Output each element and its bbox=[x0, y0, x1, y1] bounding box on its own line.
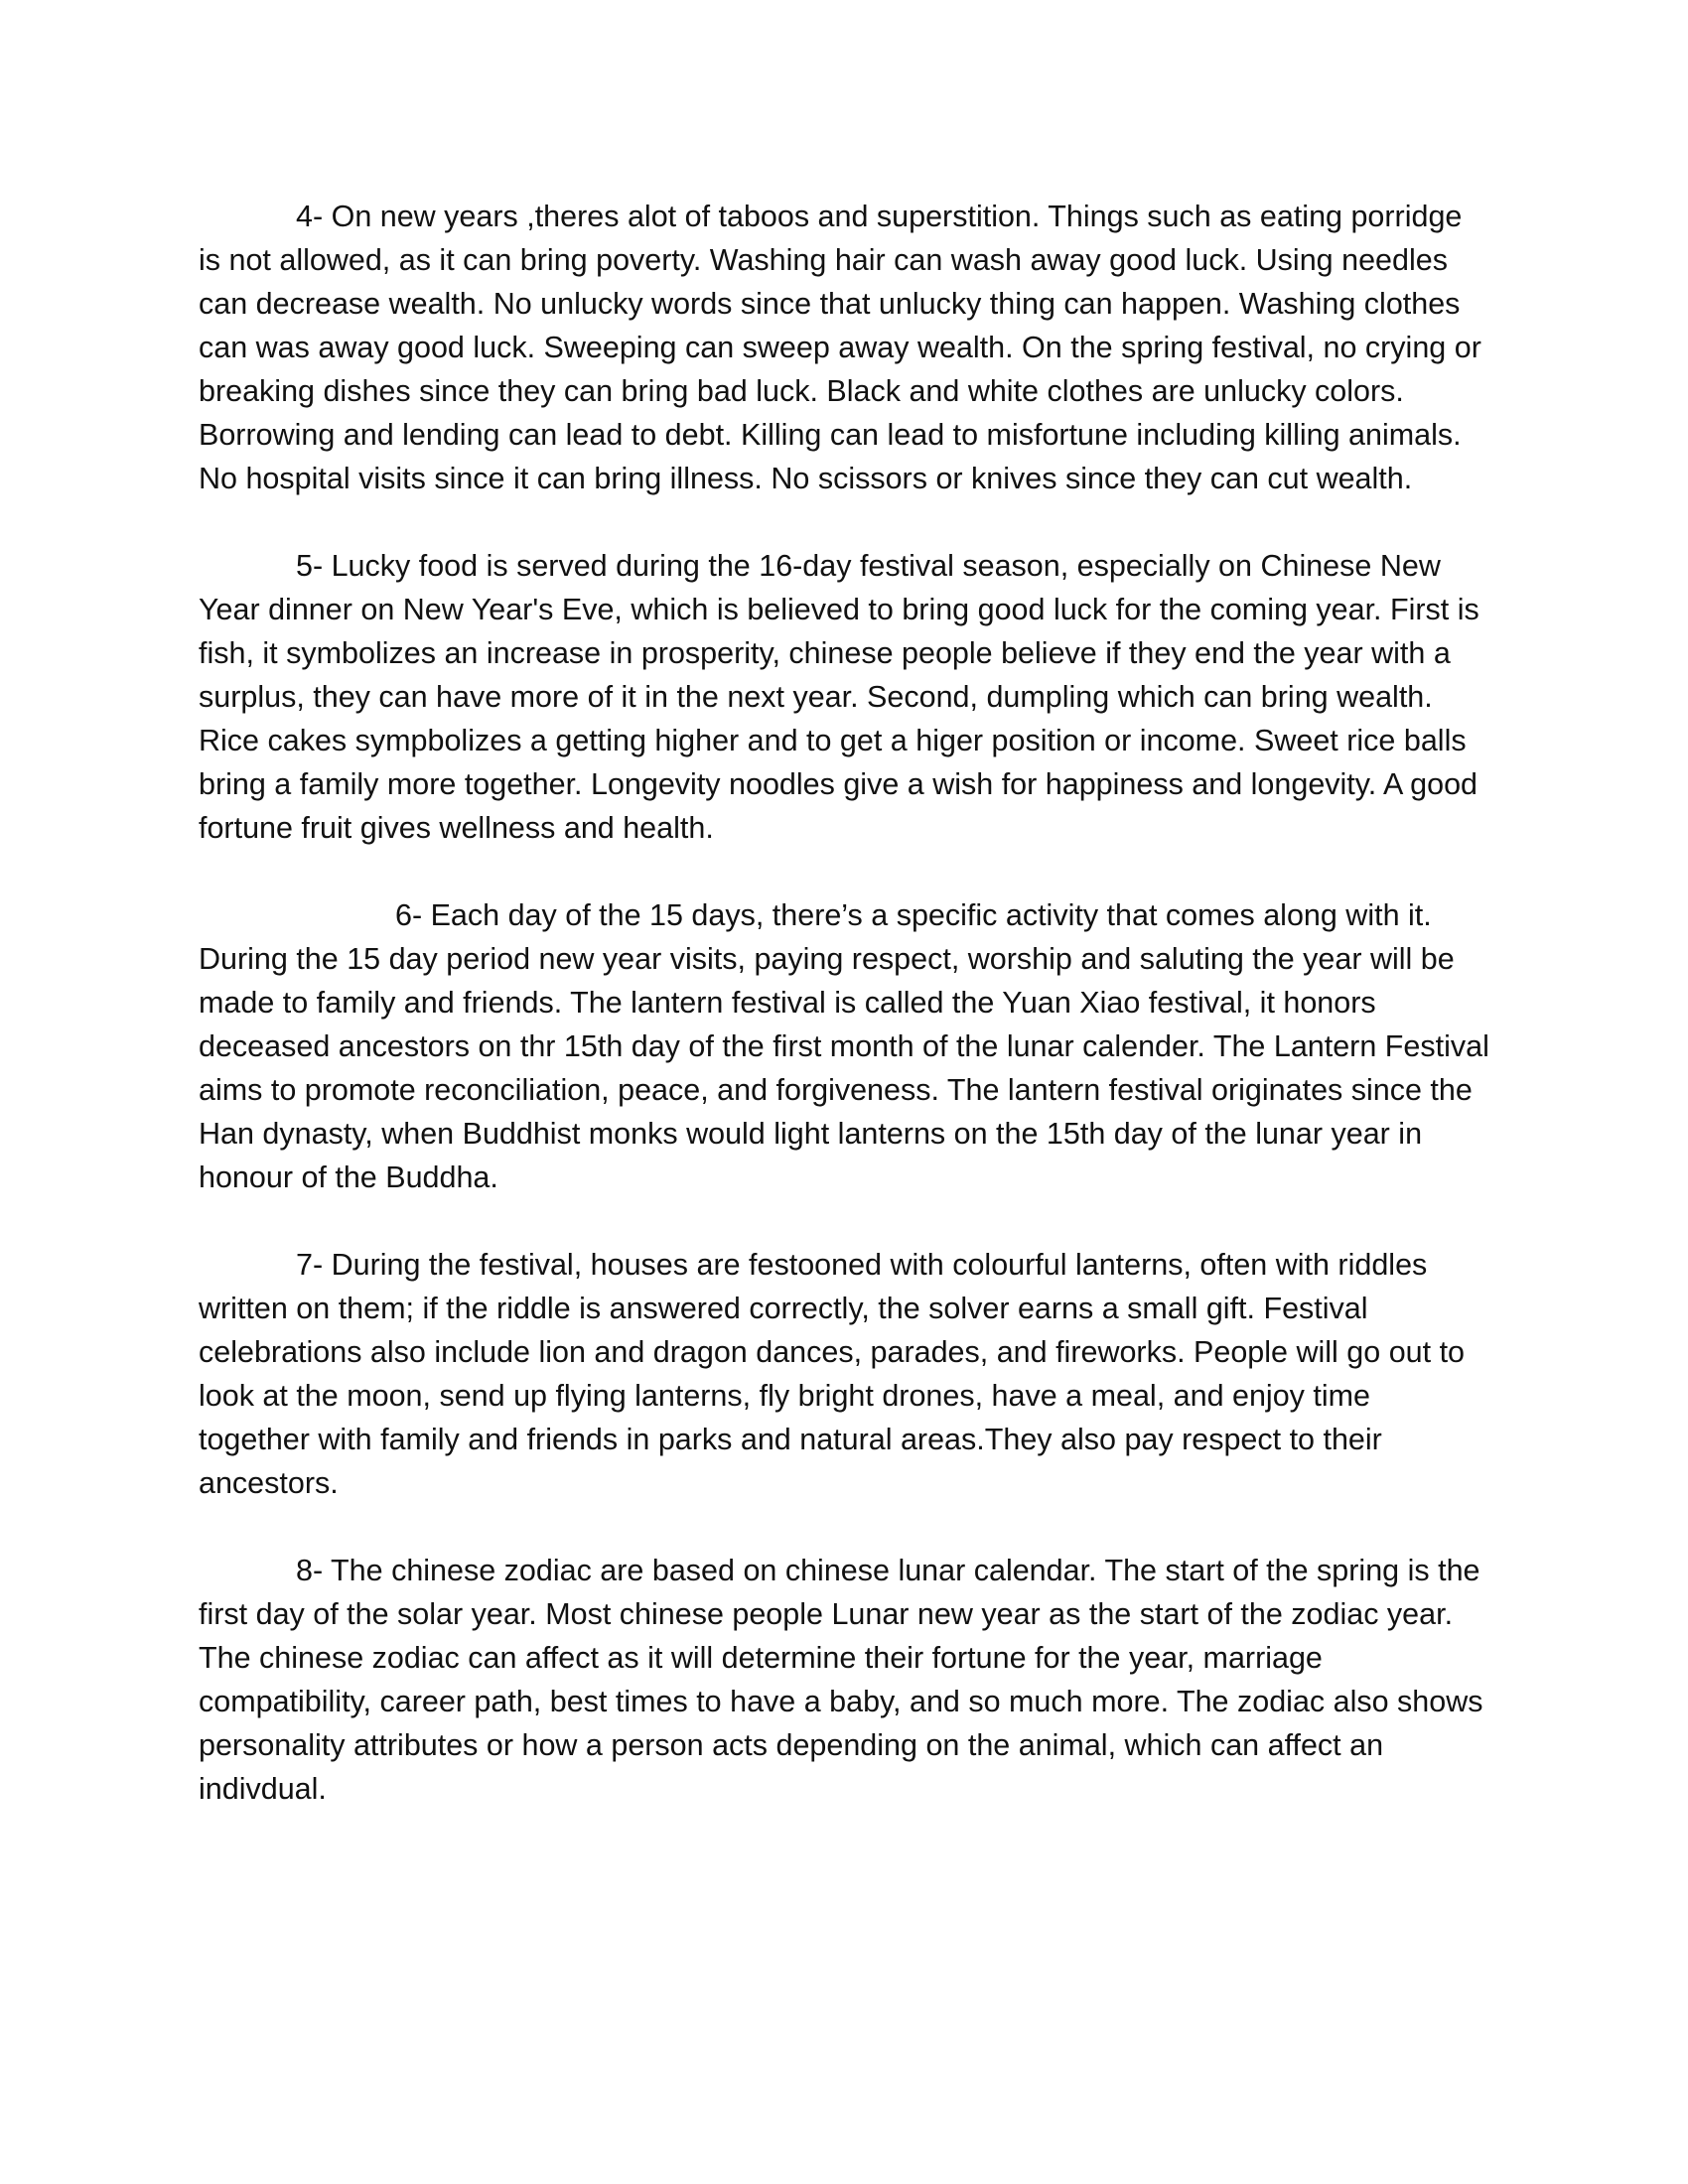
paragraph-lucky-food: 5- Lucky food is served during the 16-day festival season, especially on Chinese New Year dinner on New Year's Eve, which is believed to bring good luck for the coming year. First is fish, it symbolizes an increase in prosperity, chinese people believe if they end the year with a surplus, they can have more of it in the next year. Second, dumpling which can bring wealth. Rice cakes sympbolizes a getting higher and to get a higer position or income. Sweet rice balls bring a family more together. Longevity noodles give a wish for happiness and longevity. A good fortune fruit gives wellness and health. bbox=[199, 549, 1479, 845]
document-body bbox=[199, 195, 1489, 1811]
paragraph-fifteen-days: 6- Each day of the 15 days, there’s a specific activity that comes along with it. During the 15 day period new year visits, paying respect, worship and saluting the year will be made to family and friends. The lantern festival is called the Yuan Xiao festival, it honors deceased ancestors on thr 15th day of the first month of the lunar calender. The Lantern Festival aims to promote reconciliation, peace, and forgiveness. The lantern festival originates since the Han dynasty, when Buddhist monks would light lanterns on the 15th day of the lunar year in honour of the Buddha. bbox=[199, 898, 1489, 1194]
paragraph-taboos: 4- On new years ,theres alot of taboos and superstition. Things such as eating porridge is not allowed, as it can bring poverty. Washing hair can wash away good luck. Using needles can decrease wealth. No unlucky words since that unlucky thing can happen. Washing clothes can was away good luck. Sweeping can sweep away wealth. On the spring festival, no crying or breaking dishes since they can bring bad luck. Black and white clothes are unlucky colors. Borrowing and lending can lead to debt. Killing can lead to misfortune including killing animals. No hospital visits since it can bring illness. No scissors or knives since they can cut wealth. bbox=[199, 200, 1481, 495]
paragraph-chinese-zodiac: 8- The chinese zodiac are based on chinese lunar calendar. The start of the spring is the first day of the solar year. Most chinese people Lunar new year as the start of the zodiac year. The chinese zodiac can affect as it will determine their fortune for the year, marriage compatibility, career path, best times to have a baby, and so much more. The zodiac also shows personality attributes or how a person acts depending on the animal, which can affect an indivdual. bbox=[199, 1554, 1483, 1806]
paragraph-festival-celebrations: 7- During the festival, houses are festooned with colourful lanterns, often with riddles written on them; if the riddle is answered correctly, the solver earns a small gift. Festival celebrations also include lion and dragon dances, parades, and fireworks. People will go out to look at the moon, send up flying lanterns, fly bright drones, have a meal, and enjoy time together with family and friends in parks and natural areas.They also pay respect to their ancestors. bbox=[199, 1248, 1466, 1500]
